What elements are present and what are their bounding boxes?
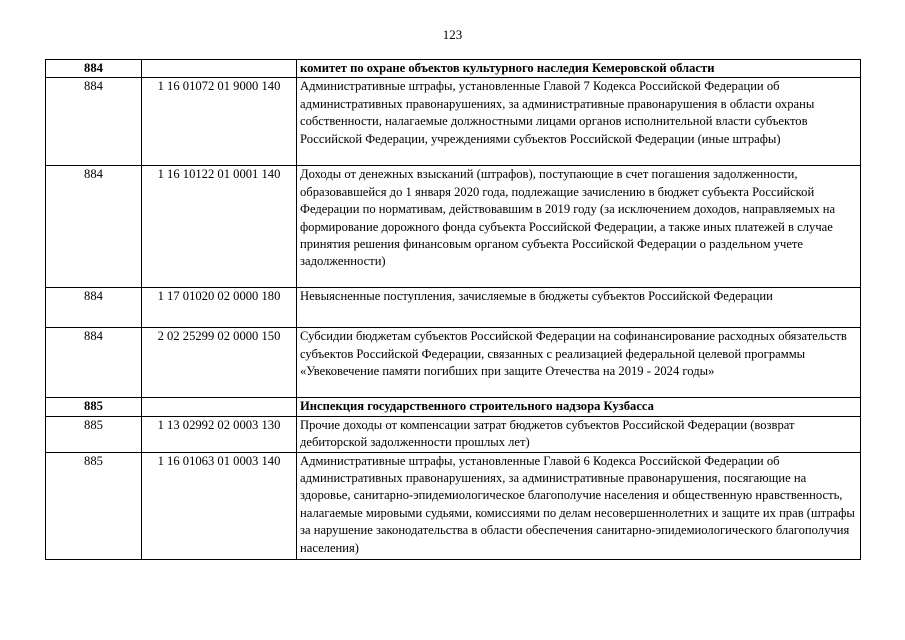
agency-name-cell: Инспекция государственного строительного надзора Кузбасса [297,398,861,416]
admin-code-cell: 884 [46,60,142,78]
section-header-row [46,398,861,416]
agency-name-cell: комитет по охране объектов культурного наследия Кемеровской области [297,60,861,78]
admin-code-cell: 885 [46,452,142,559]
revenue-code-cell: 1 16 10122 01 0001 140 [142,166,297,288]
table-row [46,288,861,328]
table-body [46,60,861,560]
revenue-code-cell: 2 02 25299 02 0000 150 [142,328,297,398]
description-cell: Невыясненные поступления, зачисляемые в бюджеты субъектов Российской Федерации [297,288,861,328]
admin-code-cell: 885 [46,416,142,452]
admin-code-cell: 884 [46,78,142,166]
revenue-code-cell: 1 17 01020 02 0000 180 [142,288,297,328]
description-cell: Административные штрафы, установленные Главой 6 Кодекса Российской Федерации об административных правонарушениях, за административные правонарушения, посягающие на здоровье, санитарно-эпидемиологическое благополучие населения и общественную нравственность, налагаемые мировыми судьями, комиссиями по делам несовершеннолетних и защите их прав (штрафы за нарушение законодательства в области обеспечения санитарно-эпидемиологического благополучия населения) [297,452,861,559]
section-header-row [46,60,861,78]
description-cell: Доходы от денежных взысканий (штрафов), поступающие в счет погашения задолженности, образовавшейся до 1 января 2020 года, подлежащие зачислению в бюджет субъекта Российской Федерации по нормативам, действовавшим в 2019 году (за исключением доходов, направляемых на формирование дорожного фонда субъекта Российской Федерации, а также иных платежей в случае принятия решения финансовым органом субъекта Российской Федерации о раздельном учете задолженности) [297,166,861,288]
revenue-code-cell [142,60,297,78]
table-row [46,166,861,288]
revenue-code-cell: 1 16 01063 01 0003 140 [142,452,297,559]
table-row [46,328,861,398]
admin-code-cell: 885 [46,398,142,416]
page-number: 123 [442,27,463,42]
revenue-code-cell [142,398,297,416]
table-row [46,416,861,452]
revenue-code-cell: 1 13 02992 02 0003 130 [142,416,297,452]
description-cell: Субсидии бюджетам субъектов Российской Федерации на софинансирование расходных обязательств субъектов Российской Федерации, связанных с реализацией федеральной целевой программы «Увековечение памяти погибших при защите Отечества на 2019 - 2024 годы» [297,328,861,398]
admin-code-cell: 884 [46,288,142,328]
description-cell: Административные штрафы, установленные Главой 7 Кодекса Российской Федерации об административных правонарушениях, за административные правонарушения в области охраны собственности, налагаемые должностными лицами органов исполнительной власти субъектов Российской Федерации, учреждениями субъектов Российской Федерации (иные штрафы) [297,78,861,166]
revenue-code-cell: 1 16 01072 01 9000 140 [142,78,297,166]
admin-code-cell: 884 [46,328,142,398]
revenue-codes-table [45,59,861,560]
table-row [46,452,861,559]
description-cell: Прочие доходы от компенсации затрат бюджетов субъектов Российской Федерации (возврат дебиторской задолженности прошлых лет) [297,416,861,452]
admin-code-cell: 884 [46,166,142,288]
table-row [46,78,861,166]
